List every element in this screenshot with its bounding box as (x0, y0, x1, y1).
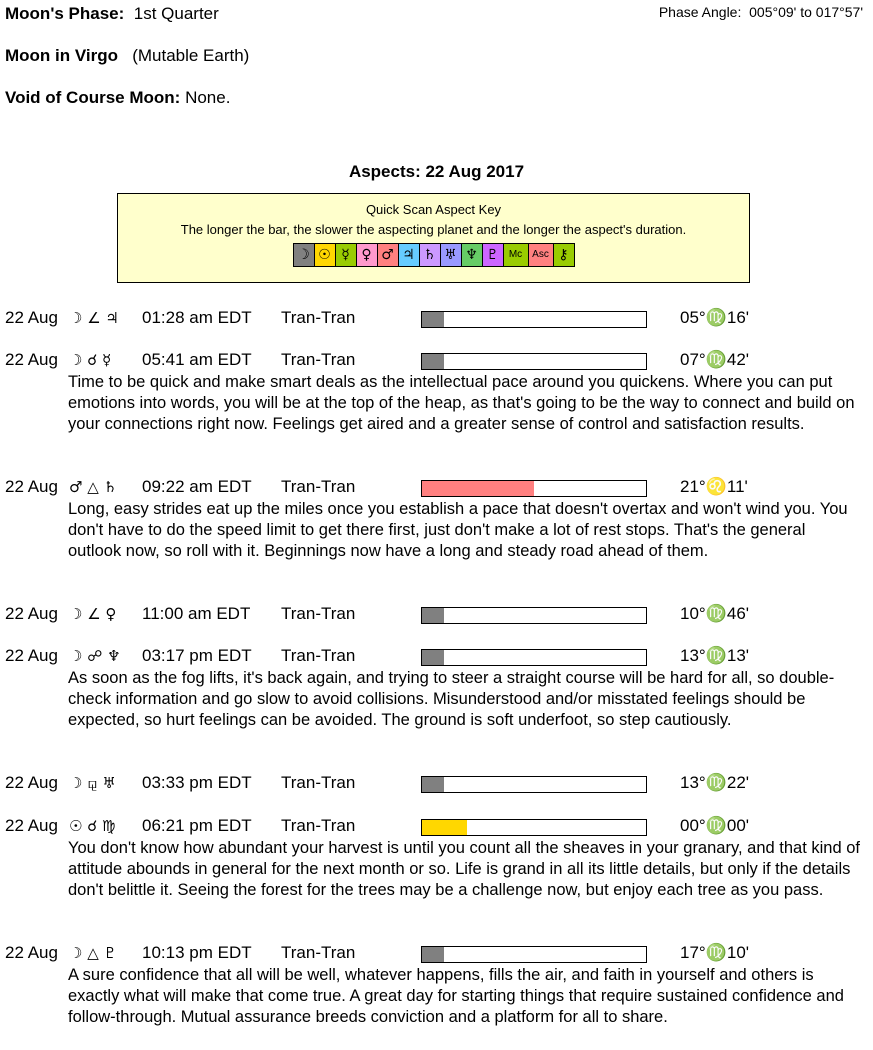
aspect-degree: 21°♌11' (680, 477, 748, 496)
duration-bar-fill (422, 947, 444, 962)
aspect-entry (5, 646, 865, 731)
aspect-time: 03:33 pm EDT (142, 773, 252, 792)
aspect-line (5, 816, 865, 838)
aspect-time: 06:21 pm EDT (142, 816, 252, 835)
aspect-type: Tran-Tran (281, 773, 356, 792)
aspect-line (5, 477, 865, 499)
aspect-type: Tran-Tran (281, 816, 356, 835)
aspect-time: 01:28 am EDT (142, 308, 252, 327)
moon-sign-row (5, 46, 249, 66)
planet-swatch: ☉ (315, 244, 336, 266)
aspect-date: 22 Aug (5, 943, 58, 962)
aspect-degree: 17°♍10' (680, 943, 750, 962)
aspect-key-title: Quick Scan Aspect Key (365, 202, 502, 217)
aspect-description: As soon as the fog lifts, it's back again, and trying to steer a straight course will be hard for all, so double-check information and go slow to avoid collisions. Misunderstood and/or misstated feelings should be expected, so hurt feelings can be avoided. The ground is soft underfoot, so step cautiously. (68, 669, 835, 729)
duration-bar-fill (422, 312, 444, 327)
aspect-line (5, 308, 865, 330)
duration-bar (421, 776, 647, 793)
aspect-date: 22 Aug (5, 604, 58, 623)
duration-bar (421, 946, 647, 963)
aspect-degree: 13°♍22' (680, 773, 750, 792)
planet-swatch: Asc (529, 244, 554, 266)
phase-angle (659, 4, 863, 20)
planet-swatch: ♇ (483, 244, 504, 266)
aspect-entry (5, 477, 865, 562)
aspect-date: 22 Aug (5, 646, 58, 665)
aspect-line (5, 350, 865, 372)
aspect-line (5, 943, 865, 965)
aspect-time: 09:22 am EDT (142, 477, 252, 496)
aspect-symbols: ☽ ☌ ☿ (69, 351, 112, 369)
aspect-entry (5, 350, 865, 435)
aspect-entry (5, 943, 865, 1028)
aspect-time: 05:41 am EDT (142, 350, 252, 369)
aspect-line (5, 646, 865, 668)
aspect-line (5, 604, 865, 626)
void-value: None. (185, 88, 231, 107)
duration-bar (421, 480, 647, 497)
aspect-description: You don't know how abundant your harvest is until you count all the sheaves in your granary, and that kind of attitude abounds in general for the next month or so. Life is grand in all its little details, but only if the details don't belittle it. Seeing the forest for the trees may be a challenge now, but enjoy each tree as you pass. (68, 839, 860, 899)
aspects-title: Aspects: 22 Aug 2017 (348, 162, 525, 181)
moon-sign-value: (Mutable Earth) (132, 46, 250, 65)
aspect-time: 03:17 pm EDT (142, 646, 252, 665)
aspect-time: 10:13 pm EDT (142, 943, 252, 962)
planet-swatch: ☿ (336, 244, 357, 266)
planet-swatch: ♆ (462, 244, 483, 266)
void-of-course-row (5, 88, 230, 108)
aspect-entry (5, 773, 865, 795)
aspect-description: Time to be quick and make smart deals as the intellectual pace around you quickens. Where you can put emotions into words, you will be at the top of the heap, as that's going to be the way to connect and build on your connections right now. Feelings get aired and a greater sense of control and satisfaction results. (68, 373, 855, 433)
moon-sign-label: Moon in Virgo (5, 46, 119, 65)
phase-angle-label: Phase Angle: (658, 4, 742, 20)
planet-swatch: ♀ (357, 244, 378, 266)
aspect-entry (5, 308, 865, 330)
aspect-symbols: ☉ ☌ ♍ (69, 817, 116, 835)
aspect-entry (5, 816, 865, 901)
duration-bar (421, 311, 647, 328)
aspect-symbols: ☽ ∠ ♃ (69, 309, 119, 327)
aspect-date: 22 Aug (5, 816, 58, 835)
duration-bar (421, 607, 647, 624)
aspect-symbols: ☽ ☍ ♆ (69, 647, 121, 665)
aspect-description: A sure confidence that all will be well, whatever happens, fills the air, and faith in yourself and others is exactly what will make that come true. A great day for starting things that require sustained confidence and follow-through. Mutual assurance breeds conviction and a platform for all to share. (68, 966, 844, 1026)
planet-swatch: ☽ (294, 244, 315, 266)
aspect-degree: 13°♍13' (680, 646, 750, 665)
duration-bar-fill (422, 820, 467, 835)
planet-swatch: ♂ (378, 244, 399, 266)
aspect-degree: 10°♍46' (680, 604, 750, 623)
aspect-line (5, 773, 865, 795)
aspect-type: Tran-Tran (281, 477, 356, 496)
duration-bar-fill (422, 608, 444, 623)
aspect-type: Tran-Tran (281, 350, 356, 369)
aspect-time: 11:00 am EDT (142, 604, 251, 623)
aspect-symbols: ☽ ⚼ ♅ (69, 774, 116, 792)
planet-swatch: ⚷ (554, 244, 574, 266)
aspect-date: 22 Aug (5, 350, 58, 369)
duration-bar (421, 649, 647, 666)
moon-phase-row (5, 4, 219, 24)
planet-swatch: ♃ (399, 244, 420, 266)
aspect-date: 22 Aug (5, 477, 58, 496)
duration-bar-fill (422, 650, 444, 665)
aspect-type: Tran-Tran (281, 604, 356, 623)
aspect-type: Tran-Tran (281, 646, 356, 665)
aspect-entry (5, 604, 865, 626)
aspect-type: Tran-Tran (281, 308, 356, 327)
aspect-date: 22 Aug (5, 773, 58, 792)
moon-phase-value: 1st Quarter (133, 4, 219, 23)
aspect-symbols: ☽ △ ♇ (69, 944, 117, 962)
aspect-degree: 07°♍42' (680, 350, 750, 369)
void-label: Void of Course Moon: (5, 88, 181, 107)
aspect-key (117, 193, 750, 283)
duration-bar-fill (422, 354, 444, 369)
planet-swatches (293, 243, 575, 267)
duration-bar-fill (422, 481, 534, 496)
phase-angle-value: 005°09' to 017°57' (749, 4, 863, 20)
aspect-description: Long, easy strides eat up the miles once you establish a pace that doesn't overtax and won't wind you. You don't have to do the speed limit to get there first, just don't make a lot of rest stops. That's the general outlook now, so roll with it. Beginnings now have a long and steady road ahead of them. (68, 500, 848, 560)
aspect-symbols: ☽ ∠ ♀ (69, 605, 117, 623)
planet-swatch: ♅ (441, 244, 462, 266)
duration-bar (421, 353, 647, 370)
aspect-degree: 05°♍16' (680, 308, 750, 327)
aspect-type: Tran-Tran (281, 943, 356, 962)
aspect-symbols: ♂ △ ♄ (69, 478, 117, 496)
duration-bar (421, 819, 647, 836)
aspect-key-description: The longer the bar, the slower the aspecting planet and the longer the aspect's duration. (180, 222, 687, 237)
duration-bar-fill (422, 777, 444, 792)
planet-swatch: Mc (504, 244, 529, 266)
aspect-degree: 00°♍00' (680, 816, 750, 835)
aspect-date: 22 Aug (5, 308, 58, 327)
moon-phase-label: Moon's Phase: (5, 4, 125, 23)
planet-swatch: ♄ (420, 244, 441, 266)
